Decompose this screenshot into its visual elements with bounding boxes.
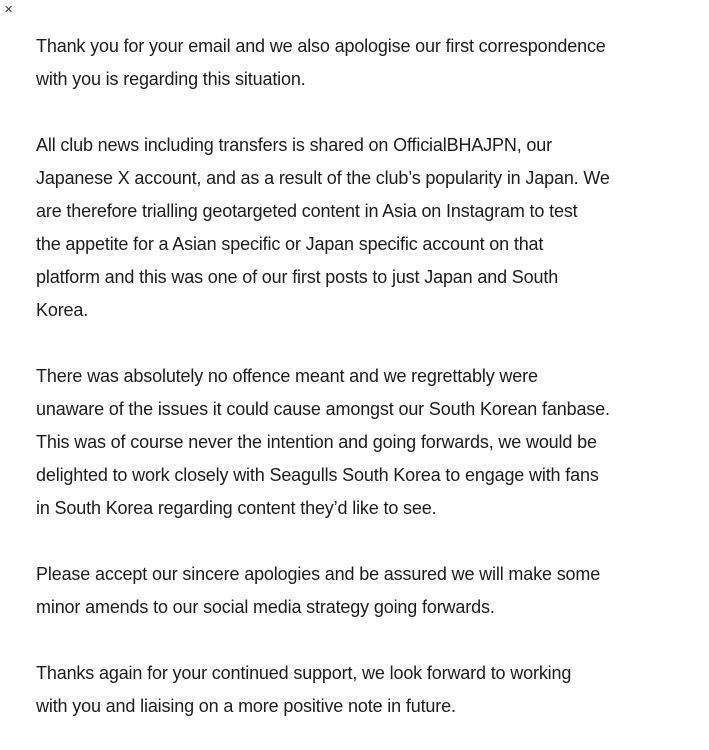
email-body [36, 30, 685, 750]
email-paragraph-sincere-apologies: Please accept our sincere apologies and be assured we will make some minor amends to our social media strategy going forwards. [36, 564, 601, 617]
email-paragraph-no-offence: There was absolutely no offence meant and we regrettably were unaware of the issues it could cause amongst our South Korean fanbase. This was of course never the intention and going forwards, we would be delighted to work closely with Seagulls South Korea to engage with fans in South Korea regarding content they’d like to see. [36, 366, 610, 518]
email-paragraph-thanks-apology: Thank you for your email and we also apologise our first correspondence with you is regarding this situation. [36, 36, 606, 89]
email-paragraph-club-news-explanation: All club news including transfers is shared on OfficialBHAJPN, our Japanese X account, and as a result of the club’s popularity in Japan. We are therefore trialling geotargeted content in Asia on Instagram to test the appetite for a Asian specific or Japan specific account on that platform and this was one of our first posts to just Japan and South Korea. [36, 135, 610, 320]
close-icon[interactable]: ✕ [4, 3, 14, 16]
email-paragraph-continued-support: Thanks again for your continued support, we look forward to working with you and liaising on a more positive note in future. [36, 663, 572, 716]
